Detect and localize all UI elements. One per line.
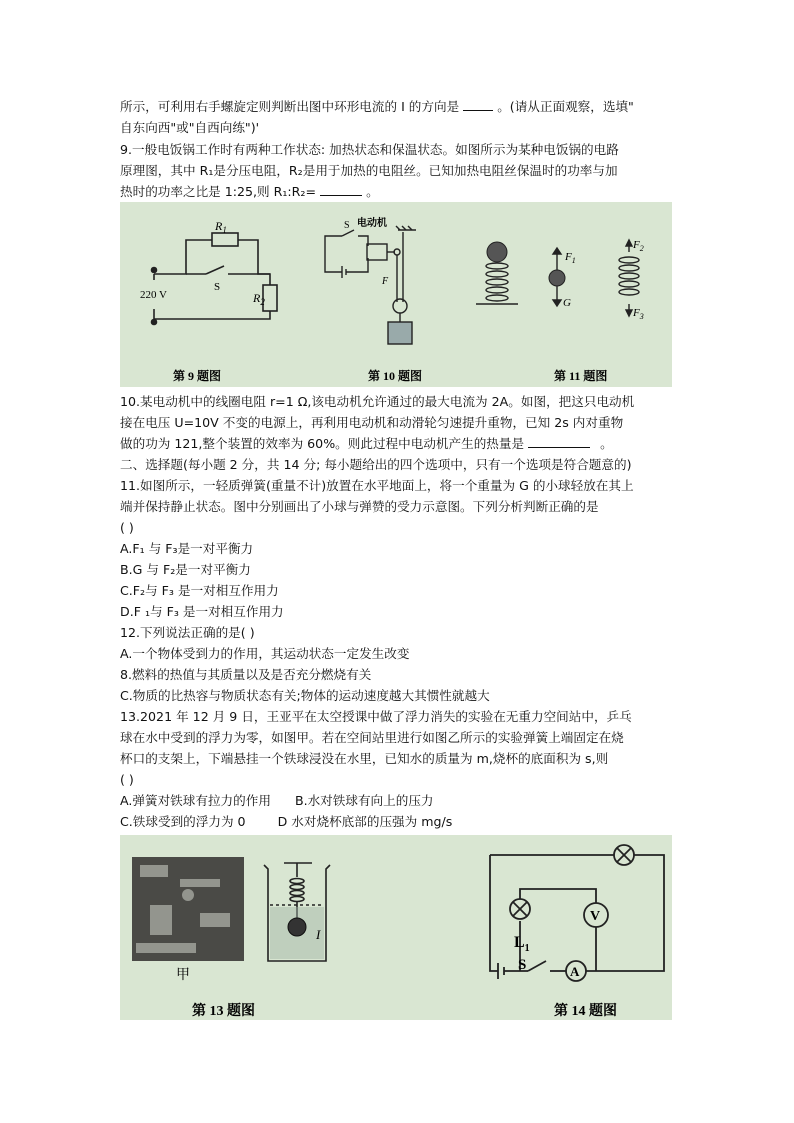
q11-option-c: C.F₂与 F₃ 是一对相互作用力 xyxy=(120,583,279,598)
voltmeter-label: V xyxy=(590,909,601,924)
q13-options-cd: C.铁球受到的浮力为 0 D 水对烧杯底部的压强为 mg/s xyxy=(120,814,453,829)
answer-blank[interactable] xyxy=(528,433,590,448)
label-jia: 甲 xyxy=(176,968,190,983)
q12-option-b: 8.燃料的热值与其质量以及是否充分燃烧有关 xyxy=(120,667,372,682)
ball xyxy=(487,242,507,262)
q11-line-2: 端并保持静止状态。图中分别画出了小球与弹赞的受力示意图。下列分析判断正确的是 xyxy=(120,499,599,514)
q9-line-2: 原理图，其中 R₁是分压电阻，R₂是用于加热的电阻丝。已知加热电阻丝保温时的功率与加 xyxy=(120,163,618,178)
q13-line-1: 13.2021 年 12 月 9 日，王亚平在太空授课中做了浮力消失的实验在无重力空间站中，乒乓 xyxy=(120,709,632,724)
q9-line-1: 9.一般电饭锅工作时有两种工作状态: 加热状态和保温状态。如图所示为某种电饭锅的电路 xyxy=(120,142,619,157)
caption-fig14: 第 14 题图 xyxy=(554,1004,617,1019)
figure-block-9-10-11 xyxy=(120,202,672,387)
q12-option-c: C.物质的比热容与物质状态有关;物体的运动速度越大其惯性就越大 xyxy=(120,688,490,703)
q13-line-2: 球在水中受到的浮力为零，如图甲。若在空间站里进行如图乙所示的实验弹簧上端固定在烧 xyxy=(120,730,624,745)
line-q8-tail xyxy=(120,96,634,117)
answer-blank[interactable] xyxy=(320,181,362,196)
switch-s-label: S xyxy=(214,281,221,293)
f3-label: $F_3$ xyxy=(633,307,644,321)
r1-label: $R_1$ xyxy=(215,219,227,235)
q12-option-a: A.一个物体受到力的作用，其运动状态一定发生改变 xyxy=(120,646,410,661)
text-segment: 。(请从正面观察，选填" xyxy=(497,99,634,114)
g-label: G xyxy=(563,297,571,309)
l1-label: $L_1$ xyxy=(514,934,530,954)
motor-label: 电动机 xyxy=(357,218,387,229)
q9-line-3 xyxy=(120,181,379,202)
q10-line-1: 10.某电动机中的线圈电阻 r=1 Ω,该电动机允许通过的最大电流为 2A。如图，把这只电动机 xyxy=(120,394,635,409)
caption-fig13: 第 13 题图 xyxy=(192,1004,255,1019)
section-2-heading: 二、选择题(每小题 2 分，共 14 分; 每小题给出的四个选项中，只有一个选项是符合题意的) xyxy=(120,457,632,472)
q13-options-ab: A.弹簧对铁球有拉力的作用 B.水对铁球有向上的压力 xyxy=(120,793,434,808)
label-yi: I xyxy=(316,927,321,942)
q11-line-1: 11.如图所示，一轻质弹簧(重量不计)放置在水平地面上，将一个重量为 G 的小球轻放在其上 xyxy=(120,478,634,493)
q13-line-4: ( ) xyxy=(120,772,134,787)
voltage-label: 220 V xyxy=(140,289,167,301)
q11-line-3: ( ) xyxy=(120,520,134,535)
force-f-label: F xyxy=(382,276,389,287)
figures-9-10-11-drawing xyxy=(120,202,672,387)
q10-line-3 xyxy=(120,433,613,454)
text-segment: 。 xyxy=(600,436,613,451)
figures-13-14-drawing xyxy=(120,835,672,1020)
iron-ball xyxy=(288,918,306,936)
circuit-14 xyxy=(490,845,664,981)
f1-label: $F_1$ xyxy=(565,251,576,265)
q11-option-b: B.G 与 F₂是一对平衡力 xyxy=(120,562,251,577)
switch-s-label: S xyxy=(344,220,350,231)
q12-stem: 12.下列说法正确的是( ) xyxy=(120,625,255,640)
text-segment: 做的功为 121,整个装置的效率为 60%。则此过程中电动机产生的热量是 xyxy=(120,436,525,451)
text-segment: 。 xyxy=(366,184,379,199)
switch-s-label: S xyxy=(518,957,527,973)
q11-option-d: D.F ₁与 F₃ 是一对相互作用力 xyxy=(120,604,284,619)
ammeter-label: A xyxy=(570,964,580,979)
q10-line-2: 接在电压 U=10V 不变的电源上，再利用电动机和动滑轮匀速提升重物，已知 2s 内对重物 xyxy=(120,415,624,430)
text-segment: 热时的功率之比是 1:25,则 R₁:R₂= xyxy=(120,184,317,199)
q13-line-3: 杯口的支架上，下端悬挂一个铁球浸没在水里，已知水的质量为 m,烧杯的底面积为 s,则 xyxy=(120,751,609,766)
spring xyxy=(476,263,518,304)
caption-fig10: 第 10 题图 xyxy=(368,369,423,383)
q11-option-a: A.F₁ 与 F₃是一对平衡力 xyxy=(120,541,254,556)
caption-fig9: 第 9 题图 xyxy=(173,369,222,383)
figure-block-13-14 xyxy=(120,835,672,1020)
caption-fig11: 第 11 题图 xyxy=(554,369,608,383)
text-segment: 所示，可利用右手螺旋定则判断出图中环形电流的 I 的方向是 xyxy=(120,99,460,114)
answer-blank[interactable] xyxy=(463,96,493,111)
ball-force-diagram xyxy=(549,270,565,286)
line-q8-end: 自东向西"或"自西向练")' xyxy=(120,120,260,135)
r2-label: $R_2$ xyxy=(253,291,265,307)
f2-label: $F_2$ xyxy=(633,239,644,253)
